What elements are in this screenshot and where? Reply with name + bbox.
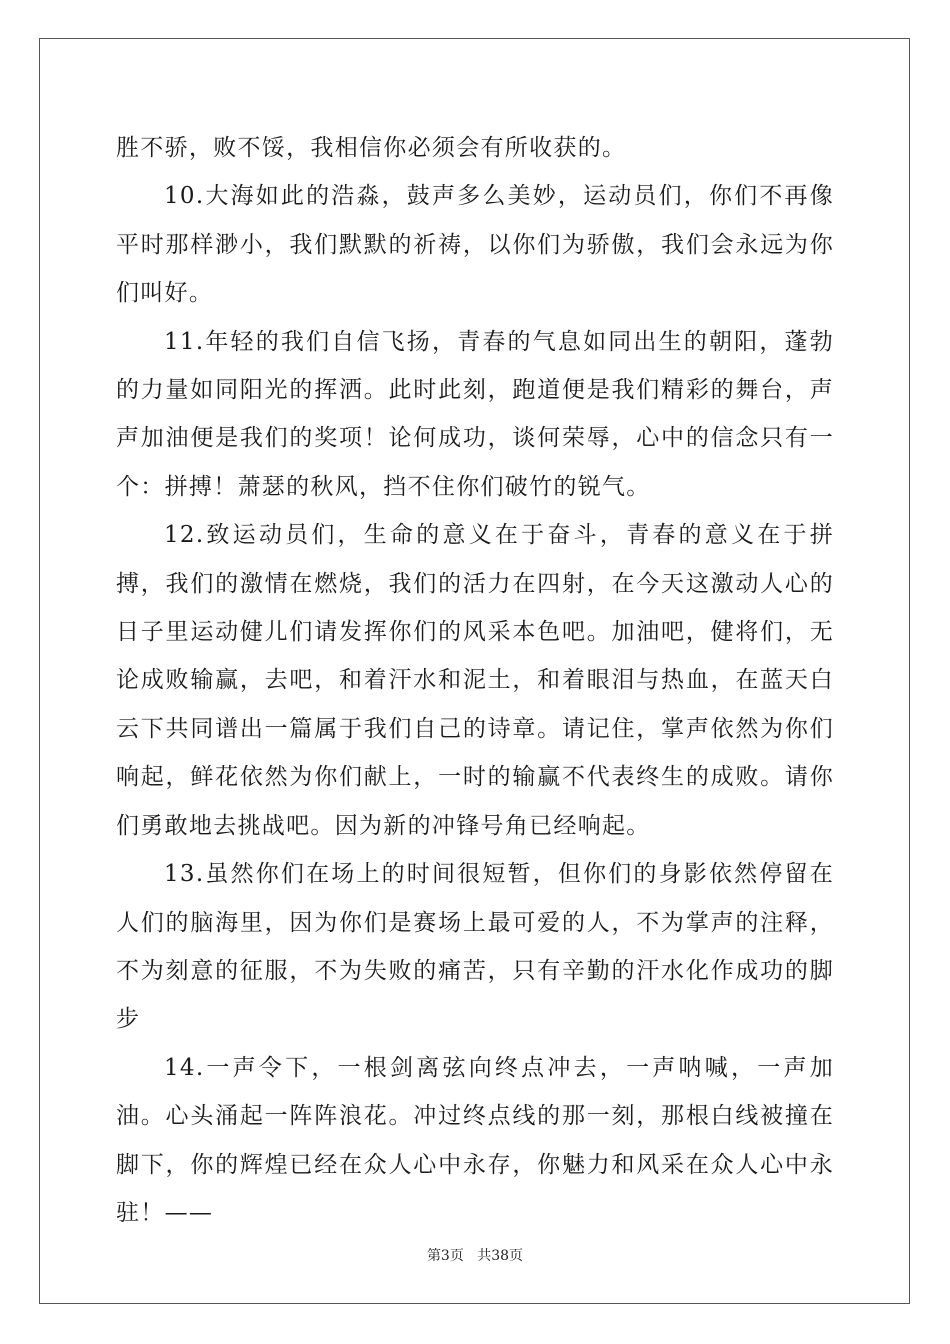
paragraph-item-10: 10.大海如此的浩淼，鼓声多么美妙，运动员们，你们不再像平时那样渺小，我们默默的祈祷，以你们为骄傲，我们会永远为你们叫好。 [116,183,834,307]
paragraph-item-11: 11.年轻的我们自信飞扬，青春的气息如同出生的朝阳，蓬勃的力量如同阳光的挥洒。此时此刻，跑道便是我们精彩的舞台，声声加油便是我们的奖项！论何成功，谈何荣辱，心中的信念只有一个：拼搏！萧瑟的秋风，挡不住你们破竹的锐气。 [116,328,834,500]
paragraph-item-13: 13.虽然你们在场上的时间很短暂，但你们的身影依然停留在人们的脑海里，因为你们是赛场上最可爱的人，不为掌声的注释，不为刻意的征服，不为失败的痛苦，只有辛勤的汗水化作成功的脚步 [116,861,834,1033]
paragraph-continuation: 胜不骄，败不馁，我相信你必须会有所收获的。 [116,135,627,161]
paragraph-item-12: 12.致运动员们，生命的意义在于奋斗，青春的意义在于拼搏，我们的激情在燃烧，我们的活力在四射，在今天这激动人心的日子里运动健儿们请发挥你们的风采本色吧。加油吧，健将们，无论成败输赢，去吧，和着汗水和泥土，和着眼泪与热血，在蓝天白云下共同谱出一篇属于我们自己的诗章。请记住，掌声依然为你们响起，鲜花依然为你们献上，一时的输赢不代表终生的成败。请你们勇敢地去挑战吧。因为新的冲锋号角已经响起。 [116,522,834,839]
current-page-number: 第3页 [426,1248,464,1264]
document-body [116,124,834,1237]
total-page-count: 共38页 [477,1248,524,1264]
paragraph-item-14: 14.一声令下，一根剑离弦向终点冲去，一声呐喊，一声加油。心头涌起一阵阵浪花。冲过终点线的那一刻，那根白线被撞在脚下，你的辉煌已经在众人心中永存，你魅力和风采在众人心中永驻！—— [116,1054,834,1226]
page-footer [0,1245,950,1265]
